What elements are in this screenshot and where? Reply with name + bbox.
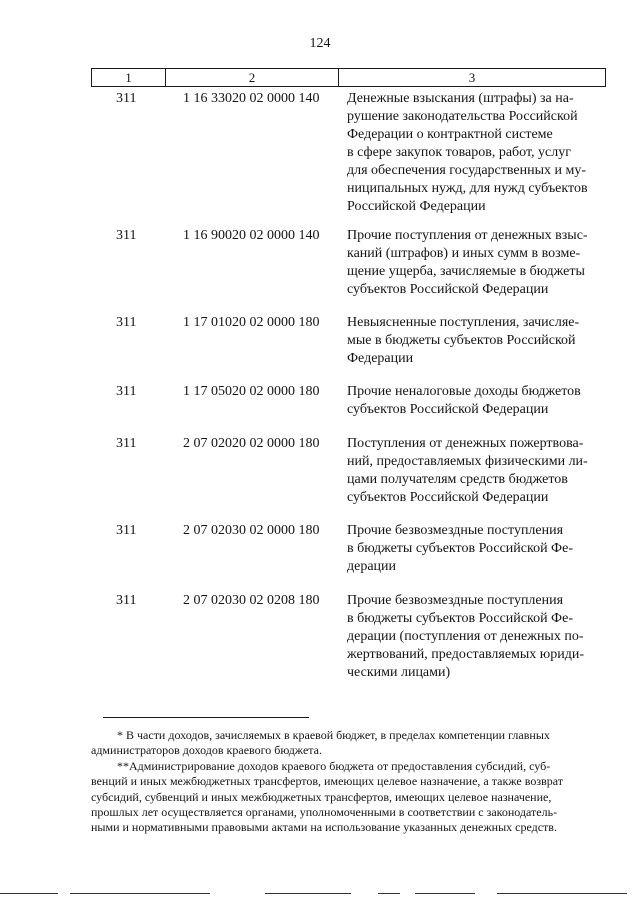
description-line: в бюджеты субъектов Российской Фе- [347, 541, 573, 556]
footnote-line: прошлых лет осуществляется органами, уполномоченными в соответствии с законодатель- [91, 805, 558, 820]
footnote-line: венций и иных межбюджетных трансфертов, имеющих целевое назначение, а также возврат [91, 774, 564, 789]
header-col-3: 3 [468, 69, 476, 85]
admin-code: 311 [116, 436, 137, 451]
description-line: Невыясненные поступления, зачисляе- [347, 315, 580, 330]
footnotes [91, 728, 609, 836]
description-line: мые в бюджеты субъектов Российской [347, 333, 576, 348]
description-line: ний, предоставляемых физическими ли- [347, 454, 588, 469]
description-line: дерации [347, 559, 397, 574]
description-line: щение ущерба, зачисляемые в бюджеты [347, 264, 585, 279]
description-line: Федерации [347, 351, 414, 366]
budget-code: 1 16 33020 02 0000 140 [183, 91, 320, 106]
budget-code: 1 17 05020 02 0000 180 [183, 384, 320, 399]
budget-code: 2 07 02020 02 0000 180 [183, 436, 320, 451]
description-line: для обеспечения государственных и му- [347, 163, 587, 178]
description-line: цами получателям средств бюджетов [347, 472, 568, 487]
page-number: 124 [309, 36, 331, 51]
footnote-line: администраторов доходов краевого бюджета. [91, 743, 322, 758]
income-description [347, 227, 609, 299]
footnote-line: **Администрирование доходов краевого бюджета от предоставления субсидий, суб- [117, 758, 551, 773]
description-line: в сфере закупок товаров, работ, услуг [347, 145, 571, 160]
description-line: субъектов Российской Федерации [347, 402, 549, 417]
budget-code: 2 07 02030 02 0208 180 [183, 593, 320, 608]
income-description [347, 435, 609, 507]
description-line: Денежные взыскания (штрафы) за на- [347, 91, 574, 106]
admin-code: 311 [116, 384, 137, 399]
description-line: Поступления от денежных пожертвова- [347, 436, 584, 451]
admin-code: 311 [116, 593, 137, 608]
admin-code: 311 [116, 91, 137, 106]
footnote-line: * В части доходов, зачисляемых в краевой бюджет, в пределах компетенции главных [117, 728, 550, 742]
admin-code: 311 [116, 523, 137, 538]
budget-code: 2 07 02030 02 0000 180 [183, 523, 320, 538]
income-description [347, 383, 609, 419]
description-line: субъектов Российской Федерации [347, 282, 549, 297]
budget-code: 1 16 90020 02 0000 140 [183, 228, 320, 243]
description-line: каний (штрафов) и иных сумм в возме- [347, 246, 581, 261]
footnote-line: ными и нормативными правовыми актами на использование указанных денежных средств. [91, 820, 557, 835]
header-col-2: 2 [166, 69, 339, 86]
admin-code: 311 [116, 315, 137, 330]
description-line: жертвований, предоставляемых юриди- [347, 647, 585, 662]
description-line: Федерации о контрактной системе [347, 127, 553, 142]
description-line: дерации (поступления от денежных по- [347, 629, 584, 644]
description-line: Прочие безвозмездные поступления [347, 523, 564, 538]
budget-code: 1 17 01020 02 0000 180 [183, 315, 320, 330]
description-line: субъектов Российской Федерации [347, 490, 549, 505]
description-line: Прочие поступления от денежных взыс- [347, 228, 588, 243]
header-col-1: 1 [92, 69, 166, 86]
scan-edge-marks [0, 893, 640, 895]
income-description [347, 90, 609, 216]
admin-code: 311 [116, 228, 137, 243]
footnote-line: субсидий, субвенций и иных межбюджетных трансфертов, имеющих целевое назначение, [91, 789, 552, 804]
description-line: ческими лицами) [347, 665, 451, 680]
description-line: Прочие безвозмездные поступления [347, 593, 564, 608]
description-line: рушение законодательства Российской [347, 109, 578, 124]
description-line: Прочие неналоговые доходы бюджетов [347, 384, 581, 399]
description-line: Российской Федерации [347, 199, 486, 214]
description-line: ниципальных нужд, для нужд субъектов [347, 181, 588, 196]
footnote-divider [103, 717, 309, 718]
income-description [347, 522, 609, 576]
income-description [347, 314, 609, 368]
income-description [347, 592, 609, 682]
description-line: в бюджеты субъектов Российской Фе- [347, 611, 573, 626]
table-header [91, 68, 606, 87]
